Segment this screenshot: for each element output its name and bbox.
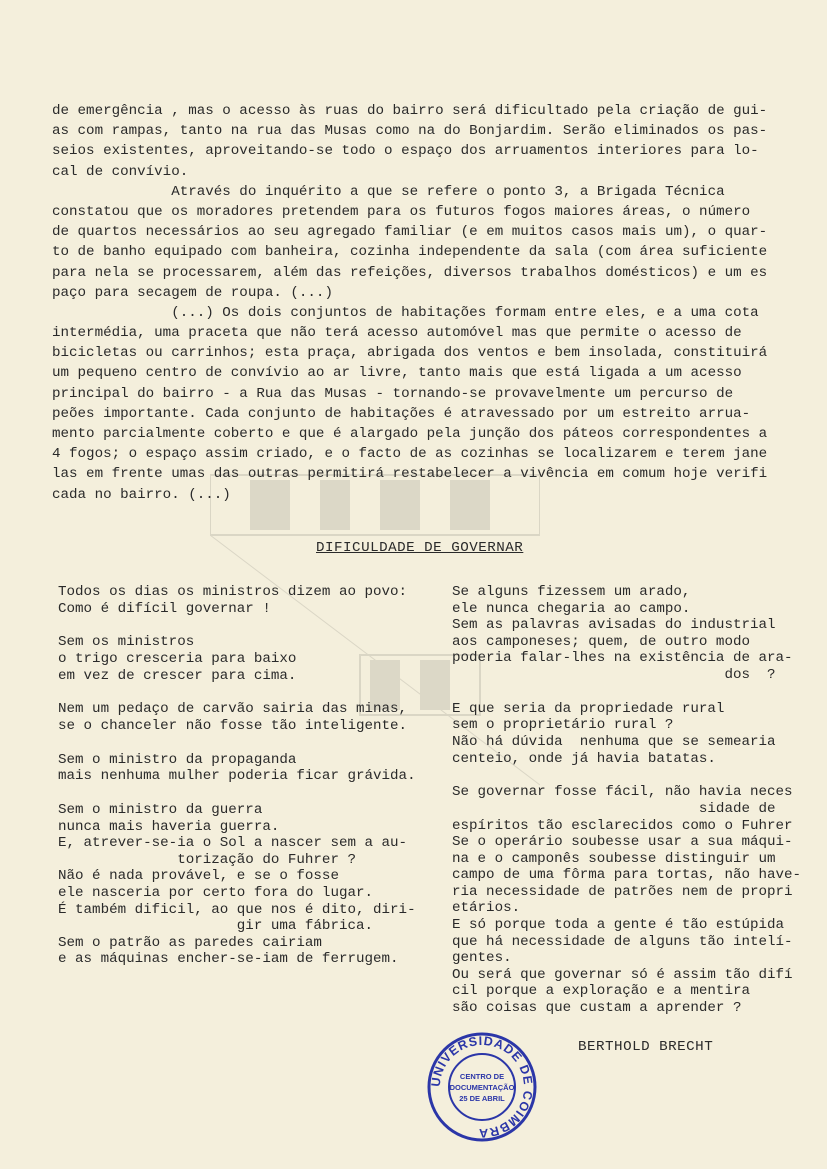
poem-line: mais nenhuma mulher poderia ficar grávida. xyxy=(58,768,416,785)
poem-line: em vez de crescer para cima. xyxy=(58,667,297,684)
poem-line: Como é difícil governar ! xyxy=(58,600,271,617)
prose-line: 4 fogos; o espaço assim criado, e o facto de as cozinhas se localizarem e terem jane xyxy=(52,446,768,463)
prose-line: constatou que os moradores pretendem para os futuros fogos maiores áreas, o número xyxy=(52,203,751,220)
stanza-gap xyxy=(58,617,416,634)
stanza-gap xyxy=(58,735,416,752)
poem-line: centeio, onde já havia batatas. xyxy=(452,750,716,767)
poem-line: É também dificil, ao que nos é dito, diri- xyxy=(58,901,416,918)
prose-line: as com rampas, tanto na rua das Musas como na do Bonjardim. Serão eliminados os pas- xyxy=(52,123,768,140)
poem-line: sidade de xyxy=(452,800,776,817)
prose-line: seios existentes, aproveitando-se todo o espaço dos arruamentos interiores para lo- xyxy=(52,143,759,160)
stanza-gap xyxy=(452,767,801,784)
prose-body xyxy=(52,101,812,505)
prose-line: cal de convívio. xyxy=(52,163,189,180)
prose-line: de quartos necessários ao seu agregado familiar (e em muitos casos mais um), o quar- xyxy=(52,224,768,241)
poem-line: dos ? xyxy=(452,666,776,683)
poem-line: etários. xyxy=(452,900,521,917)
prose-line: to de banho equipado com banheira, cozinha independente da sala (com área suficiente xyxy=(52,244,768,261)
poem-author: BERTHOLD BRECHT xyxy=(578,1039,714,1055)
poem-line: gir uma fábrica. xyxy=(58,918,374,935)
poem-line: na e o camponês soubesse distinguir um xyxy=(452,850,776,867)
poem-line: Sem o ministro da propaganda xyxy=(58,751,297,768)
poem-line: o trigo cresceria para baixo xyxy=(58,650,297,667)
poem-line: aos camponeses; quem, de outro modo xyxy=(452,633,750,650)
stanza-gap xyxy=(452,684,801,701)
prose-line: principal do bairro - a Rua das Musas - tornando-se provavelmente um percurso de xyxy=(52,385,734,402)
poem-line: ele nasceria por certo fora do lugar. xyxy=(58,885,374,902)
poem-line: gentes. xyxy=(452,950,512,967)
stamp-line-1: CENTRO DE xyxy=(459,1072,505,1081)
poem-line: espíritos tão esclarecidos como o Fuhrer xyxy=(452,817,793,834)
poem-line: ria necessidade de patrões nem de propri xyxy=(452,883,793,900)
stanza-gap xyxy=(58,684,416,701)
poem-line: que há necessidade de alguns tão intelí- xyxy=(452,933,793,950)
poem-line: nunca mais haveria guerra. xyxy=(58,818,280,835)
poem-line: Todos os dias os ministros dizem ao povo: xyxy=(58,584,408,600)
poem-line: E, atrever-se-ia o Sol a nascer sem a au- xyxy=(58,835,408,852)
poem-line: Ou será que governar só é assim tão difí xyxy=(452,966,793,983)
poem-line: E só porque toda a gente é tão estúpida xyxy=(452,917,785,934)
prose-line: las em frente umas das outras permitirá restabelecer a vivência em comum hoje verifi xyxy=(52,466,768,483)
poem-line: Não há dúvida nenhuma que se semearia xyxy=(452,733,776,750)
prose-line: de emergência , mas o acesso às ruas do bairro será dificultado pela criação de gui- xyxy=(52,103,768,119)
prose-line: cada no bairro. (...) xyxy=(52,486,231,503)
poem-right-column xyxy=(452,584,801,1017)
poem-line: sem o proprietário rural ? xyxy=(452,717,674,734)
prose-line: paço para secagem de roupa. (...) xyxy=(52,284,333,301)
poem-line: Nem um pedaço de carvão sairia das minas, xyxy=(58,701,408,718)
poem-left-column xyxy=(58,584,416,968)
university-stamp xyxy=(426,1031,538,1143)
prose-line: intermédia, uma praceta que não terá acesso automóvel mas que permite o acesso de xyxy=(52,325,742,342)
poem-line: Sem o ministro da guerra xyxy=(58,802,263,819)
poem-line: Não é nada provável, e se o fosse xyxy=(58,868,339,885)
stamp-line-2: DOCUMENTAÇÃO xyxy=(449,1083,515,1092)
stanza-gap xyxy=(58,785,416,802)
prose-line: para nela se processarem, além das refeições, diversos trabalhos domésticos) e um es xyxy=(52,264,768,281)
poem-line: Sem os ministros xyxy=(58,634,195,651)
poem-line: poderia falar-lhes na existência de ara- xyxy=(452,650,793,667)
prose-line: Através do inquérito a que se refere o ponto 3, a Brigada Técnica xyxy=(52,183,725,200)
poem-line: campo de uma fôrma para tortas, não have- xyxy=(452,867,802,884)
prose-line: peões importante. Cada conjunto de habitações é atravessado por um estreito arrua- xyxy=(52,405,751,422)
prose-line: (...) Os dois conjuntos de habitações formam entre eles, e a uma cota xyxy=(52,304,759,321)
poem-line: torização do Fuhrer ? xyxy=(58,851,356,868)
poem-line: E que seria da propriedade rural xyxy=(452,700,725,717)
poem-line: ele nunca chegaria ao campo. xyxy=(452,600,691,617)
poem-line: cil porque a exploração e a mentira xyxy=(452,983,750,1000)
poem-line: se o chanceler não fosse tão inteligente. xyxy=(58,717,408,734)
stamp-ring-text: UNIVERSIDADE DE COIMBRA xyxy=(428,1033,536,1141)
poem-line: Sem o patrão as paredes cairiam xyxy=(58,934,322,951)
poem-line: Sem as palavras avisadas do industrial xyxy=(452,617,776,634)
poem-line: Se o operário soubesse usar a sua máqui- xyxy=(452,834,793,851)
stamp-line-3: 25 DE ABRIL xyxy=(459,1094,505,1103)
prose-line: um pequeno centro de convívio ao ar livre, tanto mais que está ligada a um acesso xyxy=(52,365,742,382)
poem-title: DIFICULDADE DE GOVERNAR xyxy=(316,540,524,556)
prose-line: bicicletas ou carrinhos; esta praça, abrigada dos ventos e bem insolada, constituirá xyxy=(52,345,768,362)
prose-line: mento parcialmente coberto e que é alargado pela junção dos páteos correspondentes a xyxy=(52,426,768,442)
poem-line: Se alguns fizessem um arado, xyxy=(452,584,691,600)
poem-line: e as máquinas encher-se-iam de ferrugem. xyxy=(58,951,399,968)
poem-line: são coisas que custam a aprender ? xyxy=(452,1000,742,1017)
poem-line: Se governar fosse fácil, não havia neces xyxy=(452,784,793,801)
